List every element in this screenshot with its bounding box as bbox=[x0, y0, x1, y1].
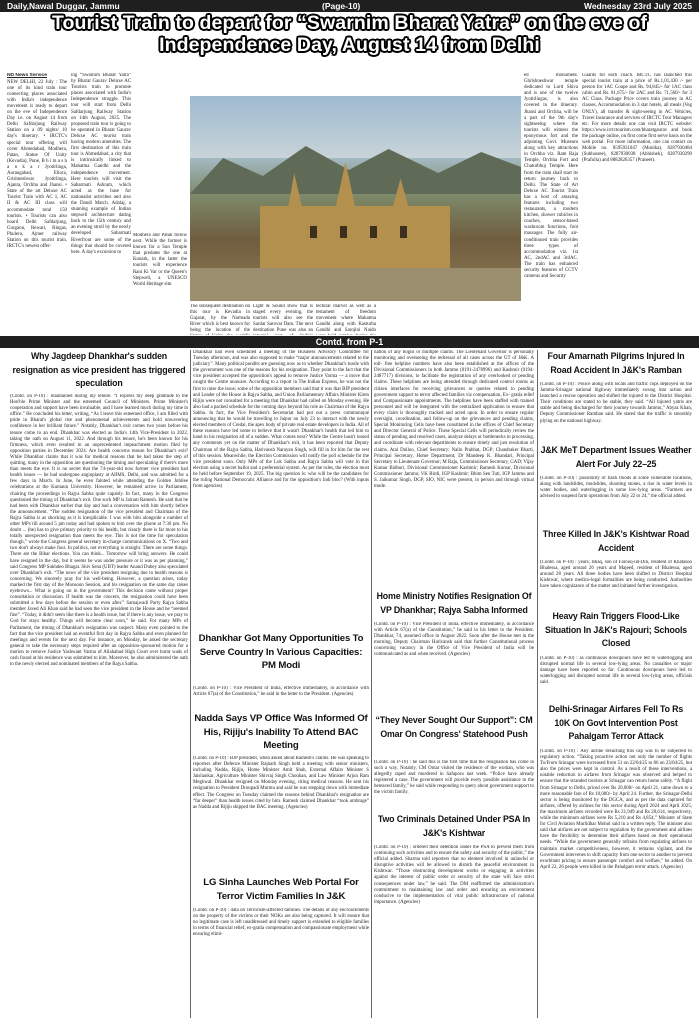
omar-headline: “They Never Sought Our Support”: CM Omar On Congress' Statehood Push bbox=[375, 715, 533, 739]
photo-window bbox=[340, 226, 347, 238]
airfares-body: (Contd. on P-10) : Any airline breaching this cap was to be subjected to regulatory action. “Taking proactive action not only the number of flights To/From Srinagar were increased from 51 on 22/04/25 to 86 on 23/04/25, but also the prices were kept in control. As a result of these interventions, a notable reduction in airfares from Srinagar was observed and helped to ensure that the stranded tourists at Srinagar can return home safely. “A flight from Srinagar to Delhi, priced over Rs 20,000/- on April 21, came down to a more reasonable fare of Rs 10,000/- by April 24. Further, the Srinagar-Delhi sector is being monitored by the DGCA, and as per the data captured for airfares, offered by airlines for this sector during April 2024 and April 2025, the maximum airfares recorded were Rs 21,949 and Rs 20,614, respectively, while the minimum airfares were Rs 5,210 and Rs 4,854,” Minister of State for Civil Aviation Murlidhar Mohol said in a written reply. The minister also said that airfares are not subject to regulation by the government and airlines have the flexibility to determine their airfares based on their operational needs. “While the government generally refrains from regulating airfares to maintain market competitiveness, however, it remains vigilant, and the Government intervenes to shift capacity from one sector to another to prevent exorbitant pricing to ensure passenger comfort and welfare,” he added. On April 22, 26 people were killed in the Pahalgam terror attack. (Agencies) bbox=[540, 749, 692, 870]
contd-bar: Contd. from P-1 bbox=[0, 336, 699, 348]
lead-column-7: Guards for each coach. IRCTC has launched this special tourist train at a price of Rs.1,01,430 /- per person for 1AC Coupe and Rs. 94,845/- for 1AC class cabin and Rs. 81,675/- for 2AC and Rs. 71,560/- for 3 AC Class. Package Price covers train journey in AC classes, Accommodation in 3 star hotels, all meals (Veg ONLY), all transfer & sight-seeing in AC Vehicles, Travel Insurance and services of IRCTC Tour Managers etc. For more details one can visit IRCTC website: https://www.irctctourism.com/bharatgaurav and book the package online, on first come first serve basis on the web portal. For more information, one can contact on Mobile no. 8595931047 (Monika), 8287930484 (Subhasree), 8287930038 (Abhishek), 8287930299 (Prafulla) and 8882826357 (Praneet). bbox=[582, 73, 692, 164]
photo-caption: Modhera and Patan follow next. While the former is known for a Sun Temple that predates the one at Konark, in the latter the tourists will experience Rani Ki Var or the Queen's Stepwell, a UNESCO World Heritage site. bbox=[133, 233, 187, 287]
home-ministry-headline: Home Ministry Notifies Resignation Of VP Dhankhar; Rajya Sabha Informed bbox=[376, 591, 532, 615]
nadda-body: (Contd. on P-10) : BJP president, when asked about Ramesh's claims. He was speaking to reporters after Defence Minister Rajnath Singh held a meeting with senior ministers, including Nadda, Rijiju, Home Minister Amit Shah, External Affairs Minister S Jaishankar, Agriculture Minister Shivraj Singh Chouhan, and Law Minister Arjun Ram Meghwal. Dhankhar resigned on Monday evening, citing medical reasons. He sent his resignation to President Droupadi Murmu and said he was stepping down with immediate effect. The Congress on Tuesday claimed the reasons behind Dhankhar's resignation are “far deeper” than health issues cited by him. Ramesh claimed Dhankhar “took umbrage” as Nadda and Rijiju skipped the BAC meeting. (Agencies) bbox=[193, 756, 369, 810]
column-divider bbox=[537, 350, 538, 1018]
kishtwar-accident-body: (Contd. on P-10) : years; Ishaq, son of Farooq-ud-Din, resident of Khatasoo Bhalessa, aged around 26 years and Majeed, resident of Bhalessa, aged around 28 years. All three bodies have been shifted to District Hospital Kishtwar, where medico-legal formalities are being conducted. Authorities have taken cognizance of the matter and initiated further investigation. bbox=[540, 560, 692, 590]
met-body: (Contd. on P-10) : possibility of flash floods at some vulnerable locations, along with landslides, mudslides, shooting stones, a rise in water levels in water bodies, and waterlogging in some low-lying areas. “Farmers are advised to suspend farm operations from July 22 to 24,” the official added. bbox=[540, 476, 692, 500]
capacities-headline: Dhankhar Got Many Opportunities To Serve Country In Various Capacities: PM Modi bbox=[198, 633, 364, 671]
lead-column-4: Light & Sound show that is staged every evening, the tourists will also see the Sardar Sarovar Dam. The next destination Pune was also an bbox=[253, 304, 313, 334]
issue-date: Wednesday 23rd July 2025 bbox=[583, 1, 692, 11]
kishtwar-accident-headline: Three Killed In J&K's Kishtwar Road Accident bbox=[542, 529, 690, 553]
photo-window bbox=[400, 226, 407, 238]
column-divider bbox=[190, 350, 191, 1018]
lead-column-2: ing “Swarnim Bharat Yatra” by Bharat Gaurav Deluxe AC Tourists train to promote places associated with India's Independence struggle. This tour will start from Delhi Safdarjung Railway Station on 14th August, 2025. The proposed train tour is going to be operated in Bharat Gaurav Deluxe AC tourist train having modern amenities. The first destination of this train tour is Ahmedabad, a city that is intrinsically linked to Mahatma Gandhi and the independence movement. Here tourists will visit the Sabarmati Ashram, which acted as the base for nationalist activities and also the Dandi March. Adalaj, a stunning example of Indian stepwell architecture dating back to the 15th century and an evening stroll by the newly developed Sabarmati Riverfront are some of the things that should be covered here. A day's excursion to bbox=[71, 73, 131, 255]
airfares-headline: Delhi-Srinagar Airfares Fell To Rs 10K On Govt Intervention Post Pahalgam Terror Attack bbox=[548, 704, 684, 741]
photo-window bbox=[370, 226, 377, 238]
amarnath-body: (Contd. on P-10) : Police along with locals and traffic cops deployed on the Jammu-Srinagar national highway immediately swung into action and launched a rescue operation and shifted the injured to the District Hospital. Their conditions are stated to be stable, they said. “All injured yatris are stable and being discharged for their journey towards Jammu,” Abyaz Khan, Deputy Commissioner Ramban said. He stated that the traffic is smoothly plying on the national highway. bbox=[540, 382, 692, 424]
lead-photo bbox=[190, 96, 521, 301]
lead-col1-text: NEW DELHI, 22 July : The one of its kind train tour connecting places associated with India's independence movement is ready to depart on the eve of Independence Day i.e. on August 14 from Delhi Safdarjung Railway Station on a 09 nights/ 10 day's itinerary. • IRCTC's special tour offering will cover Ahmedabad, Modhera, Patan, Statue Of Unity (Kevadia), Pune, B h i m a s h a n k a r Jyotirlinga, Aurangabad, Ellora, Grishneshwar Jyotirlinga, Ajanta, Orchha and Jhansi. • State of the art Deluxe AC Tourist Train with AC 1, AC II & AC III class will accommodate total 150 tourists. • Tourists can also board Delhi Safdarjung, Gurgaon, Rewari, Ringas, Phulera, Ajmer railway Station on this tourist train. IRCTC's newest offer- bbox=[7, 79, 67, 250]
dhankhar-body-1: (Contd. on P-10) : maintained during my tenure. “I express my deep gratitude to the Hon'ble Prime Minister and the esteemed Council of Ministers. Prime Minister's cooperation and support have been invaluable, and I have learned much during my time in office.” He concluded his letter, writing, “As I leave this esteemed office, I am filled with pride in Bharat's global rise and phenomenal achievements and hold unwavering confidence in her brilliant future.” Notably, Dhankhar's exit comes two years before his tenure come to an end. Dhankhar was elected as India's 14th Vice-President in 2022, taking the oath on August 11, 2022. And through his tenure, he's been known for his firmness, which even resulted in an unprecedented impeachment motion filed by opposition parties in December 2024. Are health concerns reason for Dhankhar's exit? While Dhankhar claims that it was for medical reasons that he had taken the step of quitting, many in the opposition are questioning the timing and speculating if there's more than meets the eye. It is no secret that the 74-year-old now former vice president had health issues — he had undergone angioplasty at AIIMS, Delhi, and was admitted for a few days in March. In June, he even fainted while attending the Golden Jubilee celebrations at the Kumaun University. However, he remained active in Parliament, chairing the proceedings in Rajya Sabha quite capably. In fact, many in the Congress questioned the timing of Dhankhar's exit. One such MP is Jairam Ramesh. He said that he had been with Dhankhar earlier that day and had a conversation with him shortly before the announcement. “The sudden resignation of the vice president and Chairman of the Rajya Sabha is as shocking as it is inexplicable. I was with him alongside a number of other MPs till around 5 pm today and had spoken to him over the phone at 7:30 pm. No doubt ... (he) has to give primary priority to his health, but clearly there is far more to his totally unexpected resignation than meets the eye. This is not the time for speculation though,” wrote the Congress general secretary in-charge communications on X. “Two and two don't always make four. In politics, not everything is straight. There are some things. There are the Bihar elections. You can think... Tomorrow will bring answers. He could have resigned in the day, but it seems he was under pressure or it was as per planning,” said Congress MP Sukhdeo Bhagat. Shiv Sena (UBT) leader Anand Dubey also speculated over Dhankhar's exit. “The news of the vice president resigning due to health reasons is concerning. We sincerely pray for his well-being. However, a question arises, today marked the first day of the Monsoon Session, and his resignation on the same day raises eyebrows... What is going on in the government? This decision came without proper consultation or discussion. If health was the concern, the resignation could have been submitted a few days before the session or even after.” Samajwadi Party Rajya Sabha member Javed Ali Khan said he had seen the vice president in the House and he “seemed fine”. “Today, it didn't seem like there is a health issue, but if there is any issue, we pray to God for stays healthy. Things will become clear soon,” he said. For many MPs of Parliament, the timing of Dhankhar's resignation was suspect. Many even pointed to the fact that the vice president had an eventful first day in Rajya Sabha and even planned for meetings and events for the next day. For instance, on Monday, he asked the secretary general to take the necessary steps required after an opposition-sponsored motion for a motion to remove Justice Yashwant Varma of Allahabad High Court over burnt wads of cash found at his residence was submitted to him. Moreover, he also administered the oath to the newly elected and nominated members of the Rajya Sabha. bbox=[10, 394, 188, 668]
lead-column-6: ed monument. Ghrishneshwar temple dedicated to Lord Shiva and is one of the twelve Jyotirlingas, is also covered in the itinerary. Jhansi and Orchha, will be a part of the 9th day's sightseeing where the tourists will witness the eponymous fort and the adjoining Govt. Museum along with key attractions in Orchha viz. Ram Raja Temple, Orchha Fort and Chaturbhuj Temple. Here from the train shall start its return journey back to Delhi. The State of Art Deluxe AC Tourist Train has a host of amazing features including two restaurants, a modern kitchen, shower cubicles in coaches, sensor-based washroom functions, foot massager. The fully air-conditioned train provides three types of accommodation viz. 1st AC, 2ndAC and 3rdAC. The train has enhanced security features of CCTV cameras and Security bbox=[524, 73, 578, 280]
lead-headline: Tourist Train to depart for “Swarnim Bharat Yatra” on the eve of Independence Day, August 14 from Delhi bbox=[51, 12, 648, 56]
capacities-body: (Contd. on P-10) : Vice President of India, effective immediately, in accordance with Article 67(a) of the Constitution,” he said in the letter to the President. (Agencies) bbox=[193, 686, 369, 698]
dhankhar-headline: Why Jagdeep Dhankhar's sudden resignation as vice president has triggered speculation bbox=[12, 351, 186, 388]
photo-window bbox=[310, 226, 317, 238]
met-headline: J&K MeT Department Issues Weather Alert For July 22–25 bbox=[540, 445, 692, 469]
dhankhar-body-2: Dhankhar had even scheduled a meeting of the Business Advisory Committee for Tuesday afternoon, and was also supposed to make “major announcements related to the judiciary”. Many political pundits are guessing now as to whether Dhankhar's tussle with the government was one of the reasons for his resignation. They point to the fact that the vice president accepted the opposition's appeal to remove Justice Varma — a move that caught the Centre unaware. According to a report in The Indian Express, he was not the first to raise the issue; some of the opposition members said that it was that BJP president and Leader of the House in Rajya Sabha, and Union Parliamentary Affairs Minister Kiren Rijiju were not consulted for a meeting that Dhankhar had called on Monday evening. He also had a packed schedule for the coming days beyond his role as Chairman of the Rajya Sabha. In fact, the Vice President's Secretariat had put out a press communiqué announcing that he would be travelling to Jaipur on July 23 to interact with the newly elected members of Credai, the apex body of private real estate developers in India. All of these reasons have led some to believe that it wasn't Dhankhar's health that led him to hand in his resignation all of a sudden. What comes next? While the Centre hasn't issued any comments yet on the matter of Dhankhar's exit, it has been reported that Deputy Chairman of the Rajya Sabha, Harivansh Narayan Singh, will fill in for him for the rest of this session. Meanwhile, the Election Commission will notify the poll schedule for the vice president soon. Only MPs of the Lok Sabha and Rajya Sabha will vote in this election using a secret ballot and a preferential system. As per the rules, the election must be held before September 19, 2025. The big question is: who will be the candidates for the ruling National Democratic Alliance and for the opposition's Indi bloc? (With inputs from agencies) bbox=[193, 350, 369, 490]
byline: ND News Service bbox=[7, 73, 47, 78]
kishtwar-psa-headline: Two Criminals Detained Under PSA In J&K's Kishtwar bbox=[377, 814, 531, 838]
column-divider bbox=[371, 350, 372, 1018]
lead-column-3: The subsequent destination on this tour is Kevadia in Gujarat, by the Narmada River which is best known for being the location of the bbox=[190, 304, 250, 334]
lg-sinha-continuation: nation of any bogus or multiple claims. The Lieutenant Governor is personally monitoring and overseeing the redressal of all cases across the UT of J&K. A toll- free helpline numbers have also been established at the offices of the Divisional Commissioners in both Jammu (0191-2478996) and Kashmir (0194-2487717) divisions, to facilitate the registration of any overlooked or pending claims. These helplines are being attended through dedicated control rooms as citizen interfaces for receiving grievances or queries related to pending government support to terror affected families viz compensation, Ex- gratia relief and Compassionate appointments. The helplines have been staffed with trained personnel and will be integrated with the centralized application to ensure that every claim is thoroughly tracked and acted upon. In order to ensure regular oversight, coordination, and follow-up on the grievances and pending claims, Special Monitoring Cells have been constituted in the offices of Chief Secretary and Director General of Police. These Special Cells will periodically review the status of pending and resolved cases, analyze delays or bottlenecks in processing, and coordinate with relevant departments to ensure timely and just resolution of claims. Atal Dulloo, Chief Secretary; Nalin Prabhat, DGP; Chandraker Bharti, Principal Secretary, Home Department; Dr Mandeep K. Bhandari, Principal Secretary to Lieutenant Governor; M Raju, Commissioner Secretary, GAD; Vijay Kumar Bidhuri, Divisional Commissioner Kashmir; Ramesh Kumar, Divisional Commissioner Jammu; VK Birdi, IGP Kashmir; Bhim Sen Tuti, IGP Jammu and S. Jaikumar Singh, DGP, SIO, NIC were present, in person and through virtual mode. bbox=[374, 350, 534, 490]
home-ministry-body: (Contd. on P-10) : Vice President of India, effective immediately, in accordance with Article 67(a) of the Constitution,” he said in his letter to the President. Dhankhar, 74, assumed office in August 2022. Soon after the House met in the morning, Deputy Chairman Harivansh said that further Constitutional process concerning vacancy in the Office of Vice President of India will be communicated as and when received. (Agencies) bbox=[374, 622, 534, 658]
photo-ground bbox=[190, 268, 521, 301]
lg-sinha-headline: LG Sinha Launches Web Portal For Terror Victim Families In J&K bbox=[203, 877, 359, 902]
rajouri-body: (Contd. on P-10) : as continuous downpours have led to waterlogging and disrupted normal life in several low-lying areas. No casualties or major damage have been reported so far. Continuous downpours have led to waterlogging and disrupted normal life in several low-lying areas, officials said. bbox=[540, 656, 692, 686]
lg-sinha-body: (Contd. on P-10) : data on Terrorism-affected families. The details of any encroachments on the property of the victims or their NOKs are also being captured. It will ensure that no legitimate case is left unaddressed and timely support is extended to eligible families in terms of financial relief, ex-gratia compensation and compassionate employment while ensuring elimi- bbox=[193, 908, 369, 938]
page-label: (Page-10) bbox=[322, 1, 361, 11]
masthead-bar bbox=[0, 0, 699, 12]
lead-column-1 bbox=[7, 73, 67, 335]
paper-name: Daily,Nawal Duggar, Jammu bbox=[7, 1, 120, 11]
photo-sky bbox=[190, 96, 521, 158]
kishtwar-psa-body: (Contd. on P-10) : ordered their detention under the PSA to prevent them from continuing such activities and to ensure the safety and security of the public,” the official added. Sharma told reporters that no element involved in unlawful or disruptive activities will be allowed to disturb the peaceful environment in Kishtwar. “Those obstructing development works or engaging in activities against the interest of public order or security of the state will face strict consequences under law,” he said. The DM reaffirmed the administration's commitment to maintaining law and order and ensuring an environment conducive to the implementation of vital public infrastructure of national importance. (Agencies) bbox=[374, 845, 534, 905]
lead-column-5: tectural marvel as well as a testament of freedom movement where Mahatma Gandhi along with Kasturba Gandhi and Sarojini Naidu bbox=[316, 304, 376, 334]
nadda-headline: Nadda Says VP Office Was Informed Of His, Rijiju's Inability To Attend BAC Meeting bbox=[194, 713, 368, 751]
amarnath-headline: Four Amarnath Pilgrims Injured In Road Accident In J&K's Ramban bbox=[547, 351, 685, 375]
omar-body: (Contd. on P-10) : he said this is the first time that the resignation has come in such a way. Notably, CM Omar visited the residence of the woman, who was allegedly raped and murdered in Safapora last week. “Police have already registered a case. The government will provide every possible assistance to the bereaved family,” he said while responding to query about government support to the victim family. bbox=[374, 760, 534, 796]
rajouri-headline: Heavy Rain Triggers Flood-Like Situation In J&K's Rajouri; Schools Closed bbox=[544, 611, 687, 648]
